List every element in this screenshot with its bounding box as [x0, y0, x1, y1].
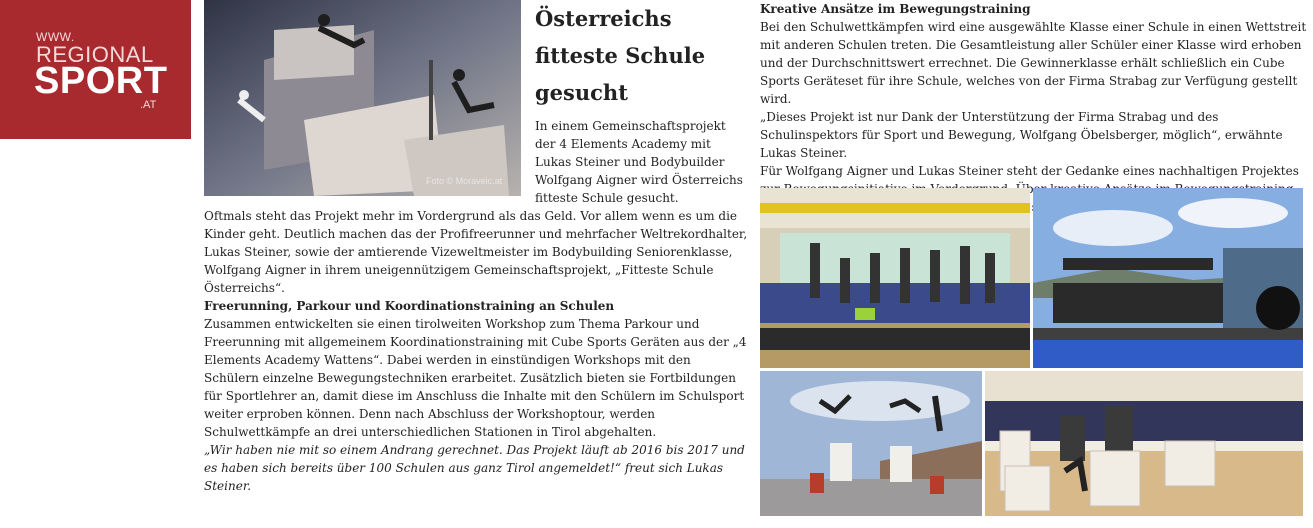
- photo-outdoor-parkour: [760, 371, 982, 516]
- photo-indoor-cubes: [985, 371, 1303, 516]
- paragraph-1: Oftmals steht das Projekt mehr im Vordergrund als das Geld. Vor allem wenn es um die Kinder geht. Deutlich machen das der Profifreerunner und mehrfacher Weltrekordhalter, Lukas Steiner, sowie der amtierende Vizeweltmeister im Bodybuilding Seniorenklasse, Wolfgang Aigner in ihrem uneigennützigem Gemeinschaftsprojekt, „Fitteste Schule Österreichs“.: [204, 209, 748, 295]
- section-heading-kreative-ansaetze: Kreative Ansätze im Bewegungstraining: [760, 2, 1031, 16]
- photo-outdoor-group: [1033, 188, 1303, 368]
- logo-at: .AT: [140, 99, 157, 111]
- photo-gym-group: [760, 188, 1030, 368]
- right-column-text: [760, 18, 1308, 216]
- logo-www: WWW.: [36, 30, 75, 44]
- right-paragraph-1: Bei den Schulwettkämpfen wird eine ausgewählte Klasse einer Schule in einen Wettstreit mit anderen Schulen treten. Die Gesamtleistung aller Schüler einer Klasse wird erhoben und der Durchschnittswert errechnet. Die Gewinnerklasse erhält schließlich ein Cube Sports Geräteset für ihre Schule, welches von der Firma Strabag zur Verfügung gestellt wird.: [760, 20, 1307, 106]
- right-paragraph-2: „Dieses Projekt ist nur Dank der Unterstützung der Firma Strabag und des Schulinspektors für Sport und Bewegung, Wolfgang Öbelsberger, möglich“, erwähnte Lukas Steiner.: [760, 110, 1283, 160]
- photo-watermark: Foto © Moraveic.at: [426, 176, 503, 186]
- logo-sport: SPORT: [34, 60, 168, 102]
- paragraph-2: Zusammen entwickelten sie einen tirolweiten Workshop zum Thema Parkour und Freerunning mit allgemeinem Koordinationstraining mit Cube Sports Geräten aus der „4 Elements Academy Wattens“. Dabei werden in einstündigen Workshops mit den Schülern einzelne Bewegungstechniken erarbeitet. Zusätzlich bieten sie Fortbildungen für Sportlehrer an, damit diese im Anschluss die Inhalte mit den Schülern im Schulsport weiter erproben können. Denn nach Abschluss der Workshoptour, werden Schulwettkämpfe an drei unterschiedlichen Stationen in Tirol abgehalten.: [204, 317, 747, 439]
- article-headline: Österreichs fitteste Schule gesucht: [535, 6, 706, 105]
- right-paragraph-3: Für Wolfgang Aigner und Lukas Steiner steht der Gedanke eines nachhaltigen Projektes Über: [760, 164, 1299, 196]
- regionalsport-logo[interactable]: [0, 0, 191, 139]
- section-heading-freerunning: Freerunning, Parkour und Koordinationstraining an Schulen: [204, 299, 615, 313]
- hero-photo-parkour-jump: [204, 0, 521, 196]
- quote-lukas-steiner: „Wir haben nie mit so einem Andrang gerechnet. Das Projekt läuft ab 2016 bis 2017 und es haben sich bereits über 100 Schulen aus ganz Tirol angemeldet!“ freut sich Lukas Steiner.: [204, 443, 745, 493]
- logo-regional: REGIONAL: [36, 42, 154, 67]
- article-intro: In einem Gemeinschaftsprojekt der 4 Elements Academy mit Lukas Steiner und Bodybuilder Wolfgang Aigner wird Österreichs fitteste Schule gesucht.: [535, 119, 743, 205]
